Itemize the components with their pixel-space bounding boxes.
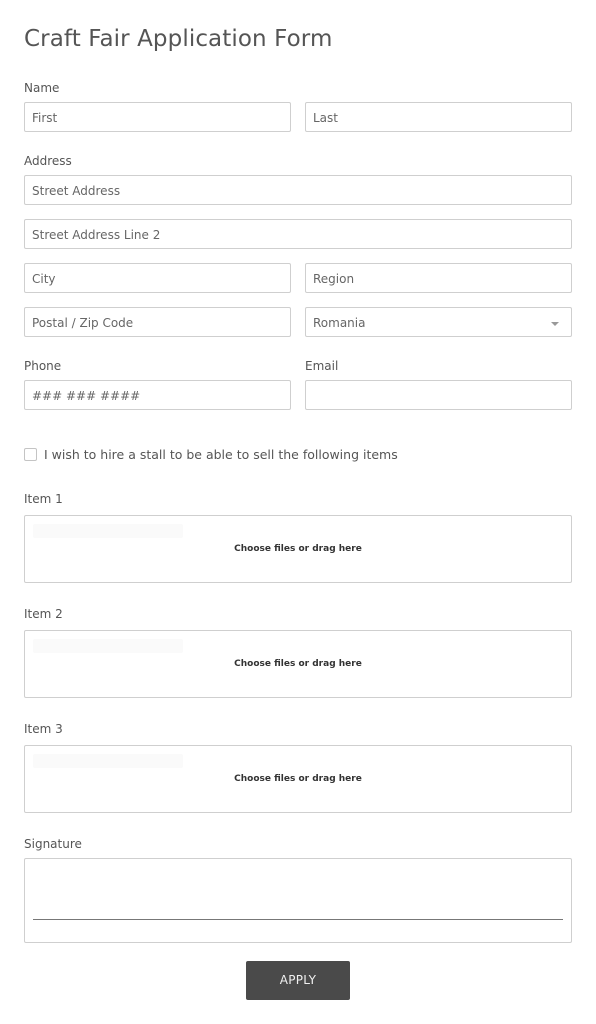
apply-button[interactable]: APPLY [246, 961, 350, 1000]
signature-line [33, 919, 563, 920]
item-3-dropzone-hint: Choose files or drag here [234, 774, 362, 784]
item-1-upload-ghost [33, 524, 183, 538]
item-1-label: Item 1 [24, 492, 63, 506]
city-input[interactable] [24, 263, 291, 293]
email-label: Email [305, 359, 339, 373]
form-title: Craft Fair Application Form [24, 26, 333, 52]
item-2-upload-ghost [33, 639, 183, 653]
item-2-dropzone-hint: Choose files or drag here [234, 659, 362, 669]
item-1-dropzone-hint: Choose files or drag here [234, 544, 362, 554]
phone-placeholder: ### ### #### [32, 389, 141, 403]
region-placeholder: Region [313, 272, 355, 286]
item-3-upload-ghost [33, 754, 183, 768]
signature-pad[interactable] [24, 858, 572, 943]
country-select[interactable] [305, 307, 572, 337]
address-label: Address [24, 154, 72, 168]
email-input[interactable] [305, 380, 572, 410]
item-3-label: Item 3 [24, 722, 63, 736]
city-placeholder: City [32, 272, 56, 286]
item-3-file-dropzone[interactable] [24, 745, 572, 813]
item-1-file-dropzone[interactable] [24, 515, 572, 583]
postal-code-input[interactable] [24, 307, 291, 337]
street-address-line2-placeholder: Street Address Line 2 [32, 228, 161, 242]
postal-code-placeholder: Postal / Zip Code [32, 316, 134, 330]
phone-label: Phone [24, 359, 62, 373]
last-name-input[interactable] [305, 102, 572, 132]
first-name-input[interactable] [24, 102, 291, 132]
signature-label: Signature [24, 837, 82, 851]
stall-checkbox[interactable] [24, 448, 37, 461]
item-2-label: Item 2 [24, 607, 63, 621]
item-2-file-dropzone[interactable] [24, 630, 572, 698]
country-value: Romania [313, 316, 366, 330]
street-address-placeholder: Street Address [32, 184, 121, 198]
street-address-line2-input[interactable] [24, 219, 572, 249]
first-name-placeholder: First [32, 111, 58, 125]
name-label: Name [24, 81, 60, 95]
region-input[interactable] [305, 263, 572, 293]
last-name-placeholder: Last [313, 111, 338, 125]
chevron-down-icon [551, 322, 559, 326]
phone-input[interactable] [24, 380, 291, 410]
street-address-input[interactable] [24, 175, 572, 205]
stall-checkbox-label: I wish to hire a stall to be able to sell the following items [44, 447, 398, 462]
